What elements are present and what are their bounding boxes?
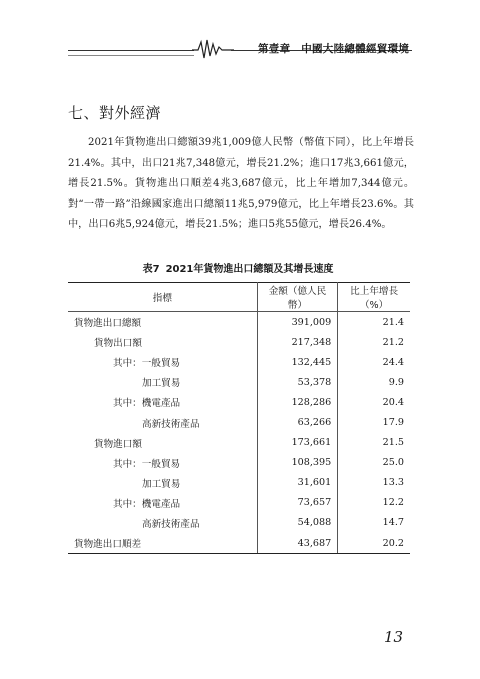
row-amount: 53,378 — [257, 372, 338, 392]
table-row — [68, 392, 410, 412]
row-label: 其中：機電產品 — [68, 392, 257, 412]
table-caption-label: 表7 — [142, 264, 160, 275]
row-label: 貨物出口額 — [68, 332, 257, 352]
row-amount: 391,009 — [257, 312, 338, 333]
table-row — [68, 433, 410, 453]
section-heading: 七、對外經濟 — [68, 104, 162, 122]
row-growth: 14.7 — [382, 517, 404, 529]
col-header-growth: 比上年增長（%） — [338, 283, 410, 312]
row-growth: 25.0 — [382, 457, 404, 469]
table-row — [68, 332, 410, 352]
table-caption-title: 2021年貨物進出口總額及其增長速度 — [165, 264, 334, 275]
page-number: 13 — [384, 628, 404, 646]
heartbeat-wave-icon — [192, 38, 234, 60]
header-rule-thin — [68, 55, 194, 56]
row-growth: 24.4 — [382, 356, 404, 368]
row-label: 貨物進口額 — [68, 433, 257, 453]
table-row — [68, 533, 410, 554]
header-rule — [68, 50, 194, 51]
table-row — [68, 372, 410, 392]
table-row — [68, 513, 410, 533]
table-row — [68, 312, 410, 333]
row-amount: 43,687 — [257, 533, 338, 554]
row-amount: 63,266 — [257, 412, 338, 432]
row-label: 高新技術產品 — [68, 412, 257, 432]
row-amount: 73,657 — [257, 493, 338, 513]
table-row — [68, 352, 410, 372]
table-header-row — [68, 283, 410, 312]
row-label: 貨物進出口順差 — [68, 533, 257, 554]
table-row — [68, 493, 410, 513]
row-label: 其中：機電產品 — [68, 493, 257, 513]
table-row — [68, 473, 410, 493]
col-header-amount: 金額（億人民幣） — [257, 283, 338, 312]
row-amount: 128,286 — [257, 392, 338, 412]
table-row — [68, 412, 410, 432]
row-growth: 21.4 — [382, 316, 404, 328]
row-growth: 20.4 — [382, 396, 404, 408]
col-header-indicator: 指標 — [68, 283, 257, 312]
row-growth: 20.2 — [338, 533, 410, 554]
row-amount: 31,601 — [257, 473, 338, 493]
row-label: 其中：一般貿易 — [68, 352, 257, 372]
table-row — [68, 453, 410, 473]
row-growth: 21.5 — [382, 437, 404, 449]
row-growth: 17.9 — [382, 417, 404, 429]
table-caption — [68, 260, 414, 275]
row-label: 加工貿易 — [68, 473, 257, 493]
row-amount: 173,661 — [257, 433, 338, 453]
trade-table — [68, 282, 410, 554]
row-label: 高新技術產品 — [68, 513, 257, 533]
chapter-title: 第壹章 中國大陸總體經貿環境 — [258, 43, 410, 55]
row-growth: 13.3 — [382, 477, 404, 489]
row-label: 其中：一般貿易 — [68, 453, 257, 473]
row-label: 貨物進出口總額 — [68, 312, 257, 333]
row-growth: 9.9 — [388, 376, 404, 388]
row-amount: 132,445 — [257, 352, 338, 372]
row-amount: 108,395 — [257, 453, 338, 473]
row-growth: 21.2 — [382, 336, 404, 348]
row-amount: 217,348 — [257, 332, 338, 352]
row-label: 加工貿易 — [68, 372, 257, 392]
row-amount: 54,088 — [257, 513, 338, 533]
row-growth: 12.2 — [382, 497, 404, 509]
body-paragraph: 2021年貨物進出口總額39兆1,009億人民幣（幣值下同），比上年增長21.4%。其中，出口21兆7,348億元，增長21.2%；進口17兆3,661億元，增長21.5%。貨物進出口順差4兆3,687億元，比上年增加7,344億元。對“一帶一路”沿線國家進出口總額11兆5,979億元，比上年增長23.6%。其中，出口6兆5,924億元，增長21.5%；進口5兆55億元，增長26.4%。 — [68, 137, 414, 230]
